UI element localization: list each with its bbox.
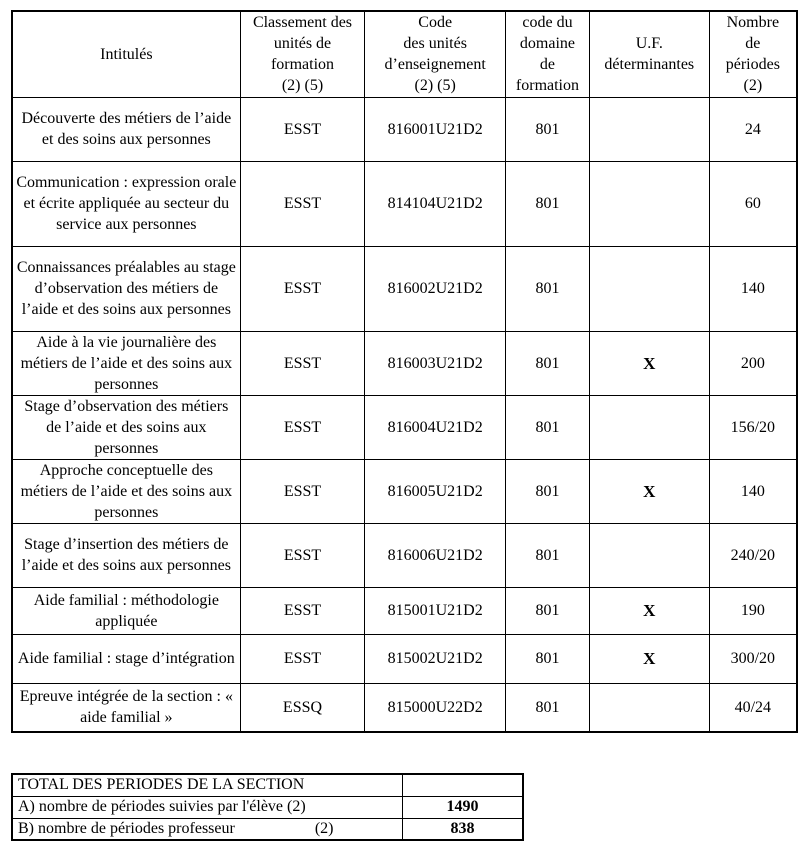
row-periodes: 300/20 — [709, 634, 797, 683]
row-classement: ESST — [240, 161, 365, 246]
row-uf-mark — [589, 395, 709, 459]
table-row — [12, 395, 797, 459]
row-uf-mark: X — [589, 634, 709, 683]
row-domaine: 801 — [506, 523, 590, 587]
table-row — [12, 683, 797, 732]
row-uf-mark — [589, 97, 709, 161]
row-domaine: 801 — [506, 331, 590, 395]
row-code: 816004U21D2 — [365, 395, 506, 459]
table-row — [12, 459, 797, 523]
table-row — [12, 587, 797, 634]
totals-empty-cell — [402, 774, 523, 796]
row-intitule: Stage d’observation des métiers de l’aide et des soins aux personnes — [12, 395, 240, 459]
row-domaine: 801 — [506, 683, 590, 732]
row-classement: ESST — [240, 331, 365, 395]
table-row — [12, 161, 797, 246]
row-domaine: 801 — [506, 161, 590, 246]
totals-b-label: B) nombre de périodes professeur — [18, 819, 235, 837]
row-classement: ESST — [240, 395, 365, 459]
row-code: 816006U21D2 — [365, 523, 506, 587]
header-code: Code des unités d’enseignement (2) (5) — [365, 11, 506, 97]
header-intitules: Intitulés — [12, 11, 240, 97]
row-code: 816001U21D2 — [365, 97, 506, 161]
row-periodes: 156/20 — [709, 395, 797, 459]
totals-row-a — [12, 796, 523, 818]
row-code: 815000U22D2 — [365, 683, 506, 732]
row-domaine: 801 — [506, 587, 590, 634]
row-periodes: 240/20 — [709, 523, 797, 587]
row-intitule: Communication : expression orale et écrite appliquée au secteur du service aux personnes — [12, 161, 240, 246]
header-uf: U.F. déterminantes — [589, 11, 709, 97]
row-code: 816003U21D2 — [365, 331, 506, 395]
totals-title-row — [12, 774, 523, 796]
row-uf-mark — [589, 161, 709, 246]
row-uf-mark — [589, 246, 709, 331]
row-uf-mark: X — [589, 459, 709, 523]
row-periodes: 60 — [709, 161, 797, 246]
row-intitule: Aide à la vie journalière des métiers de l’aide et des soins aux personnes — [12, 331, 240, 395]
header-row — [12, 11, 797, 97]
row-classement: ESST — [240, 459, 365, 523]
totals-row-b — [12, 818, 523, 840]
row-classement: ESST — [240, 97, 365, 161]
row-periodes: 190 — [709, 587, 797, 634]
totals-b-note: (2) — [314, 819, 334, 837]
row-code: 814104U21D2 — [365, 161, 506, 246]
totals-b-cell — [12, 818, 402, 840]
sections-table — [11, 10, 798, 733]
totals-b-value: 838 — [402, 818, 523, 840]
table-row — [12, 97, 797, 161]
row-uf-mark — [589, 523, 709, 587]
row-periodes: 24 — [709, 97, 797, 161]
table-row — [12, 634, 797, 683]
row-domaine: 801 — [506, 246, 590, 331]
row-intitule: Aide familial : méthodologie appliquée — [12, 587, 240, 634]
row-intitule: Aide familial : stage d’intégration — [12, 634, 240, 683]
row-periodes: 200 — [709, 331, 797, 395]
row-code: 815001U21D2 — [365, 587, 506, 634]
header-domaine: code du domaine de formation — [506, 11, 590, 97]
header-periodes: Nombre de périodes (2) — [709, 11, 797, 97]
row-domaine: 801 — [506, 634, 590, 683]
row-classement: ESST — [240, 523, 365, 587]
totals-a-label: A) nombre de périodes suivies par l'élève (2) — [12, 796, 402, 818]
row-intitule: Connaissances préalables au stage d’observation des métiers de l’aide et des soins aux personnes — [12, 246, 240, 331]
row-classement: ESSQ — [240, 683, 365, 732]
table-row — [12, 331, 797, 395]
table-row — [12, 246, 797, 331]
totals-title: TOTAL DES PERIODES DE LA SECTION — [12, 774, 402, 796]
row-classement: ESST — [240, 246, 365, 331]
row-intitule: Approche conceptuelle des métiers de l’aide et des soins aux personnes — [12, 459, 240, 523]
row-code: 816002U21D2 — [365, 246, 506, 331]
totals-a-value: 1490 — [402, 796, 523, 818]
row-intitule: Epreuve intégrée de la section : « aide familial » — [12, 683, 240, 732]
row-classement: ESST — [240, 587, 365, 634]
header-classement: Classement des unités de formation (2) (5) — [240, 11, 365, 97]
row-domaine: 801 — [506, 395, 590, 459]
row-intitule: Découverte des métiers de l’aide et des soins aux personnes — [12, 97, 240, 161]
totals-table — [11, 773, 524, 841]
row-periodes: 140 — [709, 246, 797, 331]
row-code: 815002U21D2 — [365, 634, 506, 683]
row-domaine: 801 — [506, 459, 590, 523]
row-domaine: 801 — [506, 97, 590, 161]
row-uf-mark — [589, 683, 709, 732]
row-uf-mark: X — [589, 587, 709, 634]
table-row — [12, 523, 797, 587]
row-periodes: 40/24 — [709, 683, 797, 732]
row-code: 816005U21D2 — [365, 459, 506, 523]
row-classement: ESST — [240, 634, 365, 683]
row-uf-mark: X — [589, 331, 709, 395]
row-intitule: Stage d’insertion des métiers de l’aide et des soins aux personnes — [12, 523, 240, 587]
row-periodes: 140 — [709, 459, 797, 523]
